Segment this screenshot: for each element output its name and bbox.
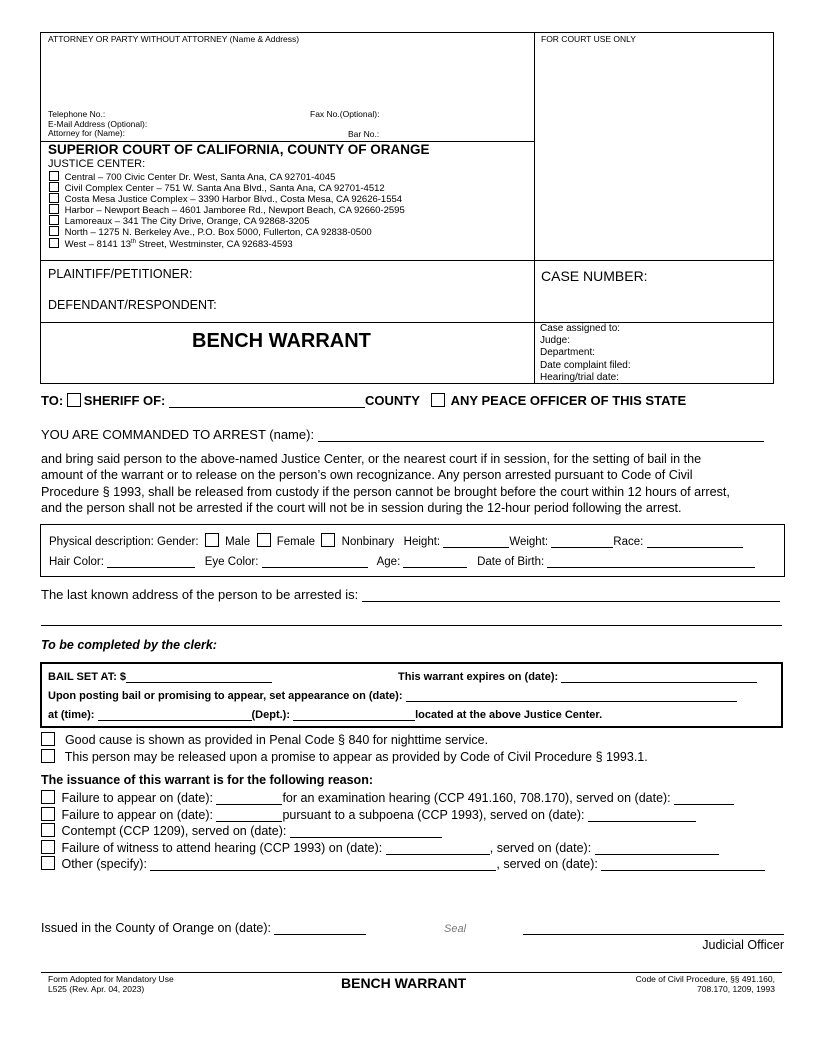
reason-fta-subpoena: Failure to appear on (date): pursuant to a subpoena (CCP 1993), served on (date): (41, 807, 696, 822)
hearing-date-label: Hearing/trial date: (540, 371, 619, 383)
peace-officer-checkbox[interactable] (431, 393, 445, 407)
dept-label: (Dept.): (251, 709, 291, 721)
height-field[interactable] (443, 535, 509, 548)
dob-label: Date of Birth: (477, 556, 545, 568)
to-line (41, 393, 686, 408)
hair-field[interactable] (107, 555, 195, 568)
attorney-label: ATTORNEY OR PARTY WITHOUT ATTORNEY (Name & Address) (48, 34, 300, 44)
justice-center-list (49, 171, 405, 251)
center-checkbox[interactable] (49, 226, 59, 236)
command-paragraph: and bring said person to the above-named Justice Center, or the nearest court if in session, for the setting of bail in the amount of the warrant or to release on the person’s own recognizance. Any person arrested pursuant to Code of Civil Procedure § 1993, shall be released from custody if the person cannot be brought before the court within 12 hours of arrest, and the person shall not be arrested if the court will not be in session during the 12-hour period following the arrest. (41, 452, 730, 516)
center-central[interactable]: Central – 700 Civic Center Dr. West, Santa Ana, CA 92701-4045 (49, 171, 405, 182)
center-checkbox[interactable] (49, 204, 59, 214)
reason-other: Other (specify): , served on (date): (41, 856, 765, 871)
at-time-label: at (time): (48, 709, 95, 721)
judge-label: Judge: (540, 335, 571, 347)
good-cause-option: Good cause is shown as provided in Penal Code § 840 for nighttime service. (41, 732, 488, 747)
address-field[interactable] (362, 589, 780, 602)
female-label: Female (276, 536, 316, 548)
court-title: SUPERIOR COURT OF CALIFORNIA, COUNTY OF ORANGE (48, 142, 430, 157)
dept-field[interactable] (293, 708, 415, 721)
judicial-signature-line[interactable] (523, 934, 784, 935)
expires-line (398, 670, 757, 683)
posting-label: Upon posting bail or promising to appear, set appearance on (date): (48, 690, 403, 702)
female-checkbox[interactable] (257, 533, 271, 547)
email-label: E-Mail Address (Optional): (48, 119, 148, 129)
issued-date-field[interactable] (274, 922, 366, 935)
other-specify-field[interactable] (150, 858, 496, 871)
code-citation-2: 708.170, 1209, 1993 (697, 984, 775, 994)
center-west[interactable]: West – 8141 13th Street, Westminster, CA 92683-4593 (49, 237, 405, 248)
plaintiff-label: PLAINTIFF/PETITIONER: (48, 267, 193, 281)
telephone-label: Telephone No.: (48, 109, 106, 119)
case-assigned-label: Case assigned to: (540, 323, 621, 334)
seal-label: Seal (444, 923, 467, 935)
footer-title: BENCH WARRANT (341, 975, 467, 991)
center-north[interactable]: North – 1275 N. Berkeley Ave., P.O. Box 5000, Fullerton, CA 92838-0500 (49, 226, 405, 237)
dob-field[interactable] (547, 555, 755, 568)
peace-officer-label: ANY PEACE OFFICER OF THIS STATE (450, 393, 687, 408)
fax-label: Fax No.(Optional): (310, 109, 380, 119)
center-checkbox[interactable] (49, 215, 59, 225)
promise-option: This person may be released upon a promise to appear as provided by Code of Civil Procedure § 1993.1. (41, 749, 648, 764)
fta-subpoena-served-field[interactable] (588, 809, 696, 822)
other-served-field[interactable] (601, 858, 765, 871)
justice-center-label: JUSTICE CENTER: (48, 158, 146, 170)
court-use-box (534, 32, 774, 261)
physical-row-2 (49, 555, 755, 568)
race-label: Race: (613, 536, 644, 548)
fta-exam-date-field[interactable] (216, 792, 282, 805)
male-checkbox[interactable] (205, 533, 219, 547)
weight-label: Weight: (509, 536, 549, 548)
arrest-name-label: YOU ARE COMMANDED TO ARREST (name): (41, 427, 315, 442)
center-harbor[interactable]: Harbor – Newport Beach – 4601 Jamboree Rd., Newport Beach, CA 92660-2595 (49, 204, 405, 215)
address-line (41, 587, 780, 602)
fta-subpoena-date-field[interactable] (216, 809, 282, 822)
bail-set-label: BAIL SET AT: $ (48, 671, 127, 683)
appearance-date-field[interactable] (406, 689, 737, 702)
sheriff-label: SHERIFF OF: (83, 393, 166, 408)
eye-field[interactable] (262, 555, 368, 568)
weight-field[interactable] (551, 535, 613, 548)
issued-label: Issued in the County of Orange on (date): (41, 921, 271, 935)
center-civil-complex[interactable]: Civil Complex Center – 751 W. Santa Ana Blvd., Santa Ana, CA 92701-4512 (49, 182, 405, 193)
promise-checkbox[interactable] (41, 749, 55, 763)
race-field[interactable] (647, 535, 743, 548)
center-checkbox[interactable] (49, 171, 59, 181)
form-adopted-label: Form Adopted for Mandatory Use (48, 974, 174, 984)
witness-served-field[interactable] (595, 842, 719, 855)
arrest-line (41, 427, 764, 442)
reason-witness-checkbox[interactable] (41, 840, 55, 854)
address-field-line-2[interactable] (41, 625, 782, 626)
good-cause-checkbox[interactable] (41, 732, 55, 746)
physical-desc-label: Physical description: Gender: (49, 536, 199, 548)
fta-exam-served-field[interactable] (674, 792, 734, 805)
center-costa-mesa[interactable]: Costa Mesa Justice Complex – 3390 Harbor Blvd., Costa Mesa, CA 92626-1554 (49, 193, 405, 204)
reason-contempt-checkbox[interactable] (41, 823, 55, 837)
expires-label: This warrant expires on (date): (398, 671, 559, 683)
contempt-served-field[interactable] (290, 825, 442, 838)
footer-divider (41, 972, 782, 973)
department-label: Department: (540, 347, 596, 359)
arrest-name-field[interactable] (318, 429, 764, 442)
county-label: COUNTY (365, 393, 420, 408)
reason-other-checkbox[interactable] (41, 856, 55, 870)
date-complaint-label: Date complaint filed: (540, 359, 631, 371)
witness-date-field[interactable] (386, 842, 490, 855)
eye-label: Eye Color: (204, 556, 259, 568)
reason-witness: Failure of witness to attend hearing (CCP 1993) on (date): , served on (date): (41, 840, 719, 855)
to-label: TO: (41, 393, 64, 408)
defendant-label: DEFENDANT/RESPONDENT: (48, 298, 217, 312)
bail-line (48, 670, 272, 683)
located-label: located at the above Justice Center. (415, 709, 603, 721)
attorney-for-label: Attorney for (Name): (48, 128, 125, 138)
nonbinary-label: Nonbinary (341, 536, 395, 548)
time-field[interactable] (98, 708, 252, 721)
bar-no-label: Bar No.: (348, 129, 380, 139)
form-title: BENCH WARRANT (192, 330, 371, 352)
physical-row-1 (49, 533, 743, 548)
reason-fta-subpoena-checkbox[interactable] (41, 807, 55, 821)
bail-amount-field[interactable] (126, 670, 272, 683)
reason-contempt: Contempt (CCP 1209), served on (date): (41, 823, 442, 838)
address-label: The last known address of the person to be arrested is: (41, 587, 359, 602)
reason-fta-exam: Failure to appear on (date): for an examination hearing (CCP 491.160, 708.170), served on (date): (41, 790, 734, 805)
center-checkbox[interactable] (49, 193, 59, 203)
age-field[interactable] (403, 555, 467, 568)
judicial-officer-label: Judicial Officer (702, 938, 784, 952)
male-label: Male (225, 536, 251, 548)
code-citation-1: Code of Civil Procedure, §§ 491.160, (635, 974, 775, 984)
reasons-heading: The issuance of this warrant is for the following reason: (41, 773, 373, 787)
issued-line (41, 921, 366, 935)
clerk-heading: To be completed by the clerk: (41, 638, 217, 652)
height-label: Height: (403, 536, 441, 548)
court-use-label: FOR COURT USE ONLY (541, 34, 636, 44)
footer-left (48, 974, 174, 994)
county-name-field[interactable] (169, 395, 365, 408)
hair-label: Hair Color: (49, 556, 104, 568)
footer-right (636, 974, 775, 994)
physical-description-box (40, 524, 785, 577)
reason-fta-exam-checkbox[interactable] (41, 790, 55, 804)
time-line (48, 708, 602, 721)
center-lamoreaux[interactable]: Lamoreaux – 341 The City Drive, Orange, CA 92868-3205 (49, 215, 405, 226)
center-checkbox[interactable] (49, 182, 59, 192)
age-label: Age: (376, 556, 401, 568)
case-number-label: CASE NUMBER: (541, 268, 648, 284)
assignment-list (540, 323, 631, 384)
expires-date-field[interactable] (561, 670, 757, 683)
posting-line (48, 689, 737, 702)
nonbinary-checkbox[interactable] (321, 533, 335, 547)
form-number: L525 (Rev. Apr. 04, 2023) (48, 984, 145, 994)
sheriff-checkbox[interactable] (67, 393, 81, 407)
center-checkbox[interactable] (49, 238, 59, 248)
